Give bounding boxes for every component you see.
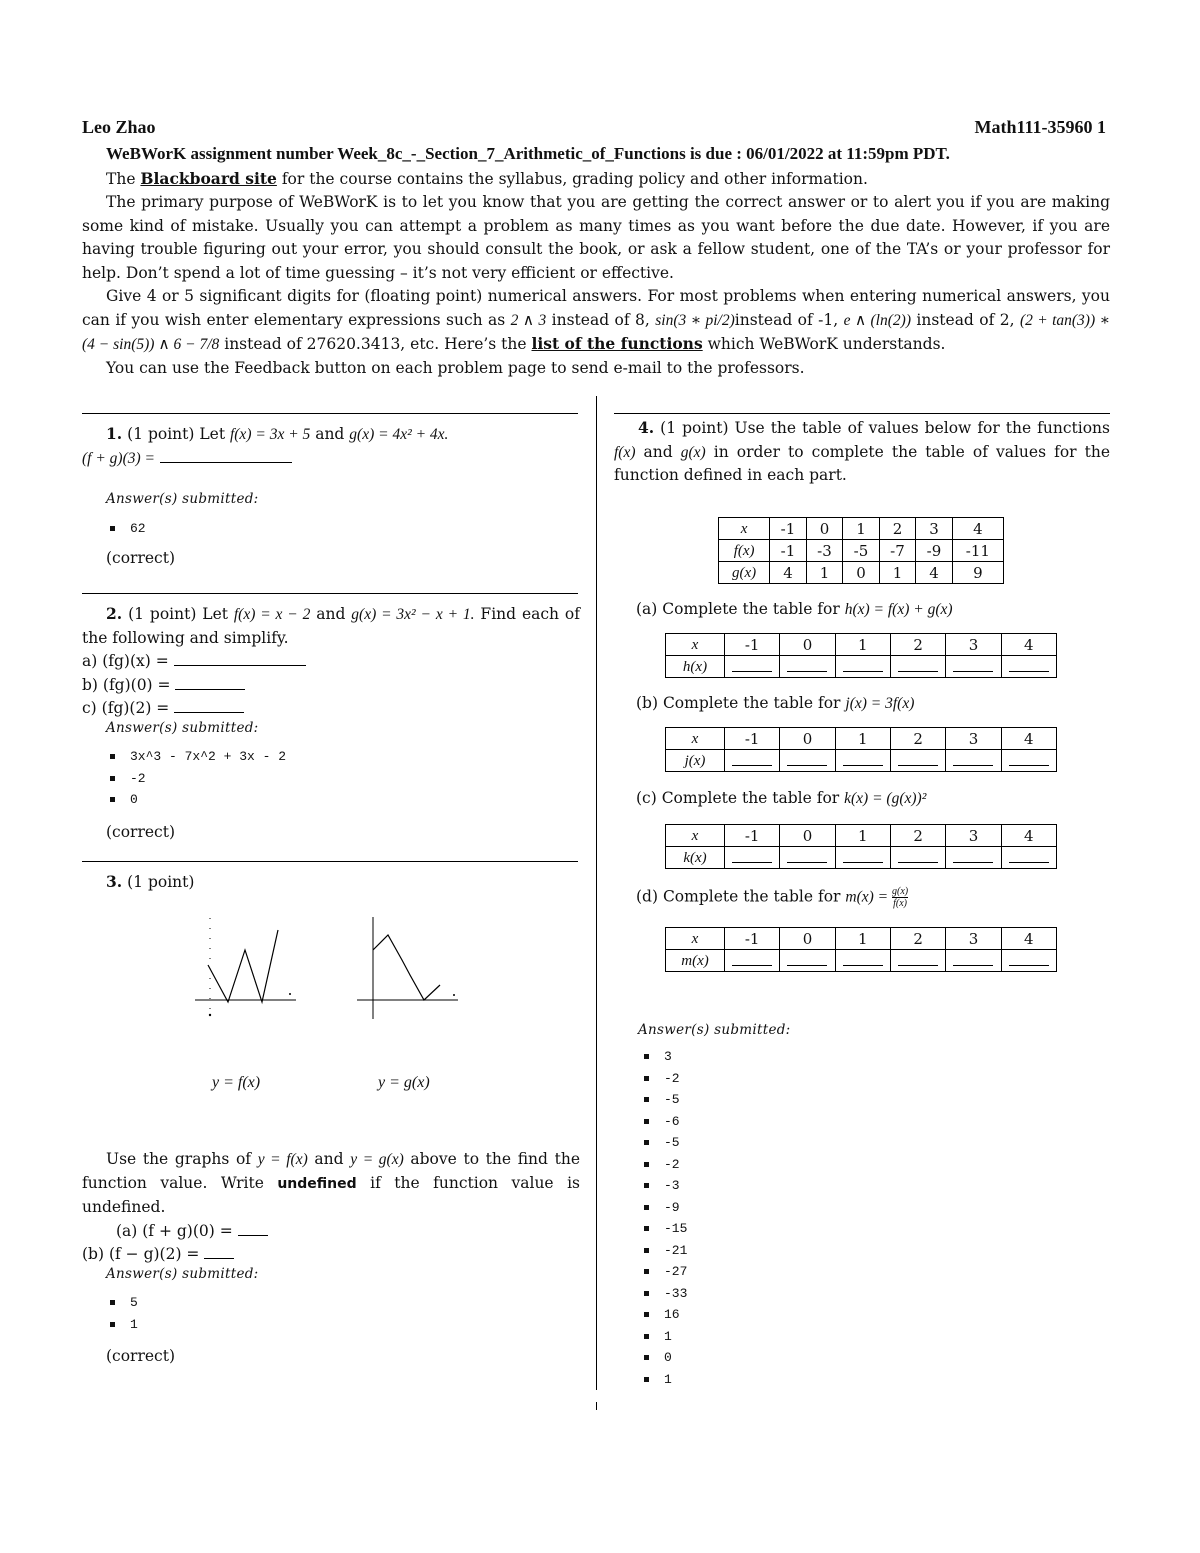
column-divider xyxy=(596,396,597,1390)
blackboard-link[interactable]: Blackboard site xyxy=(140,168,277,188)
k-input[interactable] xyxy=(843,850,883,863)
m-input[interactable] xyxy=(898,953,938,966)
p3-answer-a[interactable] xyxy=(238,1221,268,1236)
functions-list-link[interactable]: list of the functions xyxy=(531,334,703,353)
student-name: Leo Zhao xyxy=(82,117,156,137)
graph-g xyxy=(352,915,462,1025)
list-item: 5 xyxy=(130,1292,580,1314)
h-input[interactable] xyxy=(787,659,827,672)
list-item: -27 xyxy=(664,1261,1078,1283)
m-input[interactable] xyxy=(843,953,883,966)
table-h xyxy=(665,633,1057,678)
answers-label: Answer(s) submitted: xyxy=(106,491,259,507)
p3-status: (correct) xyxy=(106,1347,176,1365)
m-input[interactable] xyxy=(953,953,993,966)
p3-question-b: (b) (f − g)(2) = xyxy=(82,1245,200,1263)
list-item: -6 xyxy=(664,1111,1078,1133)
h-input[interactable] xyxy=(1009,659,1049,672)
table-row: j(x) xyxy=(666,750,1057,772)
p4-answers xyxy=(638,1046,1078,1390)
digits-paragraph: Give 4 or 5 significant digits for (floating point) numerical answers. For most problems when entering numerical answers, you can if you wish enter elementary expressions such as 2 ∧ 3 instead of 8, sin(3 ∗ pi/2)instead of -1, e ∧ (ln(2)) instead of 2, (2 + tan(3)) ∗ (4 − sin(5)) ∧ 6 − 7/8 instead of 27620.3413, etc. Here’s the list of the functions which WeBWorK understands. xyxy=(82,287,1111,353)
problem-3-header: 3. (1 point) xyxy=(106,872,195,891)
p2-answer-a[interactable] xyxy=(174,651,306,666)
p1-status: (correct) xyxy=(106,549,176,567)
list-item: 0 xyxy=(664,1347,1078,1369)
p2-answers xyxy=(82,746,580,811)
list-item: 62 xyxy=(130,518,582,540)
k-input[interactable] xyxy=(1009,850,1049,863)
course-id: Math111-35960 1 xyxy=(974,117,1106,137)
p4-part-d-label: (d) Complete the table for m(x) = $\frac{g(x)}{f(x)}$ xyxy=(636,886,909,909)
p1-answer-blank[interactable] xyxy=(160,448,292,463)
table-k xyxy=(665,824,1057,869)
problem-3: Use the graphs of y = f(x) and y = g(x) above to the find the function value. Write undefined if the function value is undefined. (a) (f + g)(0) = (b) (f − g)(2) = Answer(s) submitted: 5 1 (correct) xyxy=(82,1148,580,1369)
table-row: x -1 0 1 2 3 4 xyxy=(666,634,1057,656)
table-m xyxy=(665,927,1057,972)
p3-answers xyxy=(82,1292,580,1335)
graph-f-label: y = f(x) xyxy=(212,1074,261,1091)
blackboard-paragraph: The Blackboard site for the course contains the syllabus, grading policy and other information. xyxy=(106,168,868,188)
table-row: x -1 0 1 2 3 4 xyxy=(719,518,1004,540)
k-input[interactable] xyxy=(953,850,993,863)
list-item: -2 xyxy=(130,768,580,790)
page-header xyxy=(82,117,1106,138)
divider xyxy=(82,861,578,862)
table-row: f(x) -1 -3 -5 -7 -9 -11 xyxy=(719,540,1004,562)
p3-answer-b[interactable] xyxy=(204,1244,234,1259)
list-item: -5 xyxy=(664,1089,1078,1111)
table-row: h(x) xyxy=(666,656,1057,678)
table-row: g(x) 4 1 0 1 4 9 xyxy=(719,562,1004,584)
p1-question: (f + g)(3) = xyxy=(82,449,155,467)
list-item: -2 xyxy=(664,1068,1078,1090)
feedback-paragraph: You can use the Feedback button on each problem page to send e-mail to the professors. xyxy=(106,358,805,377)
page-tick xyxy=(596,1402,597,1410)
problem-4: 4. (1 point) Use the table of values below for the functions f(x) and g(x) in order to complete the table of values for the function defined in each part. xyxy=(614,418,1110,484)
divider xyxy=(82,593,578,594)
answers-label: Answer(s) submitted: xyxy=(106,719,259,736)
list-item: -15 xyxy=(664,1218,1078,1240)
intro-section xyxy=(82,142,1110,380)
p2-answer-c[interactable] xyxy=(174,698,244,713)
j-input[interactable] xyxy=(843,753,883,766)
values-table xyxy=(718,517,1004,584)
answers-label: Answer(s) submitted: xyxy=(106,1265,259,1282)
list-item: 0 xyxy=(130,789,580,811)
graph-g-label: y = g(x) xyxy=(378,1074,430,1091)
table-row: x -1 0 1 2 3 4 xyxy=(666,928,1057,950)
p2-question-a: a) (fg)(x) = xyxy=(82,652,169,670)
p1-answers xyxy=(82,518,582,540)
j-input[interactable] xyxy=(732,753,772,766)
m-input[interactable] xyxy=(787,953,827,966)
list-item: 16 xyxy=(664,1304,1078,1326)
p4-answers-block xyxy=(638,1022,1078,1390)
list-item: 1 xyxy=(130,1314,580,1336)
m-input[interactable] xyxy=(1009,953,1049,966)
p2-status: (correct) xyxy=(106,822,176,841)
table-j xyxy=(665,727,1057,772)
graph-f xyxy=(190,910,300,1020)
list-item: 1 xyxy=(664,1326,1078,1348)
m-input[interactable] xyxy=(732,953,772,966)
answers-label: Answer(s) submitted: xyxy=(638,1022,791,1038)
list-item: -21 xyxy=(664,1240,1078,1262)
divider xyxy=(82,413,578,414)
j-input[interactable] xyxy=(787,753,827,766)
p2-question-c: c) (fg)(2) = xyxy=(82,699,170,717)
list-item: 3 xyxy=(664,1046,1078,1068)
table-row: x -1 0 1 2 3 4 xyxy=(666,825,1057,847)
table-row: k(x) xyxy=(666,847,1057,869)
k-input[interactable] xyxy=(787,850,827,863)
purpose-paragraph: The primary purpose of WeBWorK is to let you know that you are getting the correct answer or to alert you if you are making some kind of mistake. Usually you can attempt a problem as many times as you want before the due date. However, if you are having trouble figuring out your error, you should consult the book, or ask a fellow student, one of the TA’s or your professor for help. Don’t spend a lot of time guessing – it’s not very efficient or effective. xyxy=(82,193,1110,282)
table-row: m(x) xyxy=(666,950,1057,972)
list-item: -9 xyxy=(664,1197,1078,1219)
p3-question-a: (a) (f + g)(0) = xyxy=(116,1221,233,1240)
list-item: -3 xyxy=(664,1175,1078,1197)
list-item: -33 xyxy=(664,1283,1078,1305)
h-input[interactable] xyxy=(843,659,883,672)
j-input[interactable] xyxy=(953,753,993,766)
p2-answer-b[interactable] xyxy=(175,675,245,690)
h-input[interactable] xyxy=(953,659,993,672)
list-item: -2 xyxy=(664,1154,1078,1176)
list-item: -5 xyxy=(664,1132,1078,1154)
k-input[interactable] xyxy=(732,850,772,863)
p2-question-b: b) (fg)(0) = xyxy=(82,675,171,694)
problem-2: 2. (1 point) Let f(x) = x − 2 and g(x) = 3x² − x + 1. Find each of the following and simplify. a) (fg)(x) = b) (fg)(0) = c) (fg)(2) = Answer(s) submitted: 3x^3 - 7x^2 + 3x - 2 -2 0 (correct) xyxy=(82,602,580,844)
due-line: WeBWorK assignment number Week_8c_-_Section_7_Arithmetic_of_Functions is due : 06/01/2022 at 11:59pm PDT. xyxy=(106,144,950,163)
list-item: 1 xyxy=(664,1369,1078,1391)
p4-part-a-label: (a) Complete the table for h(x) = f(x) + g(x) xyxy=(636,600,953,618)
h-input[interactable] xyxy=(898,659,938,672)
k-input[interactable] xyxy=(898,850,938,863)
p4-part-b-label: (b) Complete the table for j(x) = 3f(x) xyxy=(636,694,915,712)
j-input[interactable] xyxy=(1009,753,1049,766)
problem-1: 1. (1 point) Let f(x) = 3x + 5 and g(x) = 4x² + 4x. (f + g)(3) = Answer(s) submitted: 62 (correct) xyxy=(82,422,582,571)
j-input[interactable] xyxy=(898,753,938,766)
h-input[interactable] xyxy=(732,659,772,672)
p4-part-c-label: (c) Complete the table for k(x) = (g(x))² xyxy=(636,789,927,807)
divider xyxy=(614,413,1110,414)
list-item: 3x^3 - 7x^2 + 3x - 2 xyxy=(130,746,580,768)
table-row: x -1 0 1 2 3 4 xyxy=(666,728,1057,750)
